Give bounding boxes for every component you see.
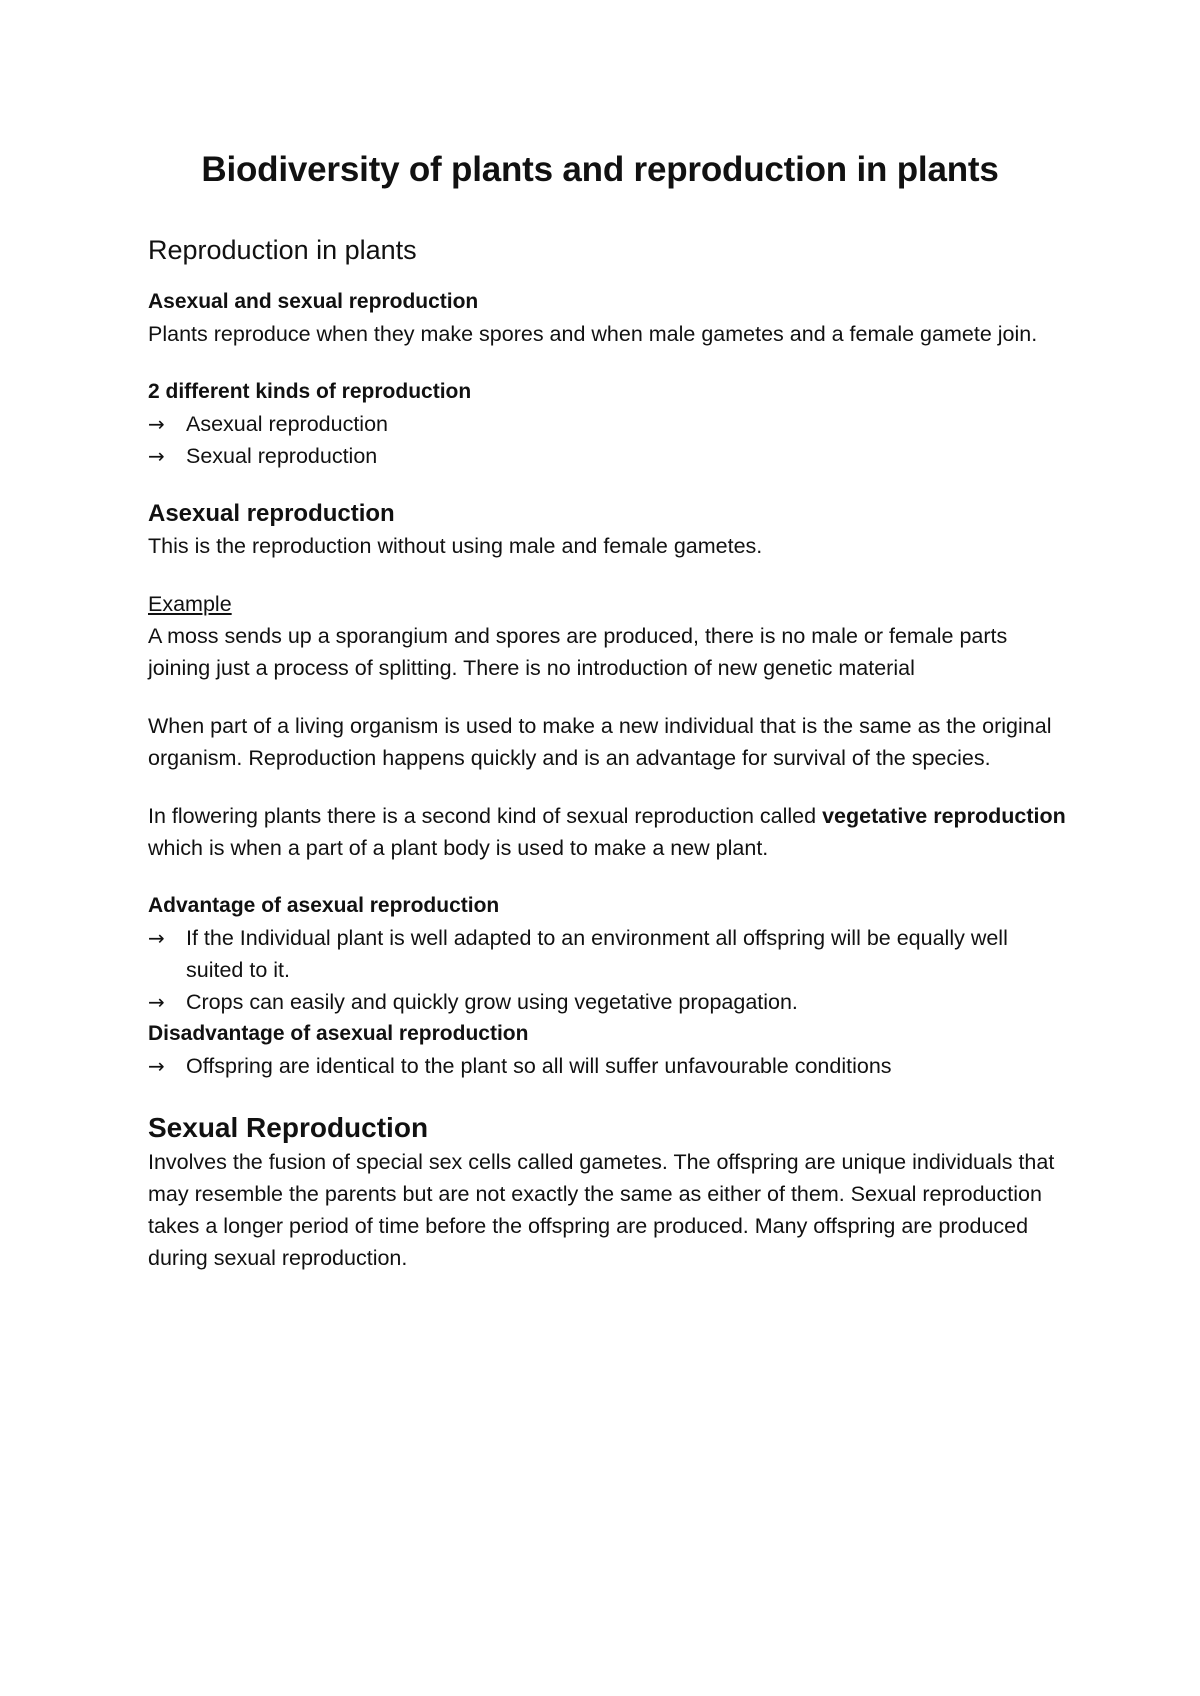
- list-item-text: If the Individual plant is well adapted to an environment all offspring will be equally well suited to it.: [186, 926, 1008, 982]
- page-title: Biodiversity of plants and reproduction in plants: [201, 150, 999, 189]
- section-heading-sexual: Sexual Reproduction: [148, 1112, 429, 1143]
- paragraph-vegetative-before: In flowering plants there is a second kind of sexual reproduction called: [148, 804, 823, 828]
- list-item-text: Offspring are identical to the plant so all will suffer unfavourable conditions: [186, 1054, 892, 1078]
- paragraph-plants-reproduce: Plants reproduce when they make spores and when male gametes and a female gamete join.: [148, 322, 1038, 346]
- subheading-kinds-of-reproduction: 2 different kinds of reproduction: [148, 380, 472, 403]
- document-body: [148, 232, 1068, 1274]
- paragraph-example: A moss sends up a sporangium and spores are produced, there is no male or female parts joining just a process of splitting. There is no introduction of new genetic material: [148, 624, 1008, 680]
- subheading-disadvantage: Disadvantage of asexual reproduction: [148, 1022, 529, 1045]
- list-item: [148, 1050, 1068, 1082]
- paragraph-sexual: Involves the fusion of special sex cells called gametes. The offspring are unique individuals that may resemble the parents but are not exactly the same as either of them. Sexual reproduction takes a longer period of time before the offspring are produced. Many offspring are produced during sexual reproduction.: [148, 1150, 1055, 1270]
- paragraph-vegetative-after: which is when a part of a plant body is used to make a new plant.: [148, 836, 769, 860]
- subheading-asexual-sexual: Asexual and sexual reproduction: [148, 290, 479, 313]
- arrow-icon: →: [148, 990, 165, 1014]
- subheading-advantage: Advantage of asexual reproduction: [148, 894, 500, 917]
- arrow-icon: →: [148, 1054, 165, 1078]
- list-item-text: Asexual reproduction: [186, 412, 388, 436]
- example-label: Example: [148, 592, 232, 616]
- list-item: [148, 440, 1068, 472]
- arrow-icon: →: [148, 412, 165, 436]
- list-item-text: Sexual reproduction: [186, 444, 378, 468]
- list-item-text: Crops can easily and quickly grow using vegetative propagation.: [186, 990, 798, 1014]
- arrow-icon: →: [148, 926, 165, 950]
- term-vegetative-reproduction: vegetative reproduction: [822, 804, 1066, 828]
- section-heading-reproduction: Reproduction in plants: [148, 235, 417, 265]
- paragraph-vegetative: [148, 800, 1068, 864]
- list-item: [148, 986, 1068, 1018]
- paragraph-asexual-intro: This is the reproduction without using male and female gametes.: [148, 534, 763, 558]
- list-item: [148, 408, 1068, 440]
- paragraph-living-organism: When part of a living organism is used to make a new individual that is the same as the original organism. Reproduction happens quickly and is an advantage for survival of the species.: [148, 714, 1052, 770]
- list-item: [148, 922, 1068, 986]
- arrow-icon: →: [148, 444, 165, 468]
- section-heading-asexual: Asexual reproduction: [148, 500, 395, 527]
